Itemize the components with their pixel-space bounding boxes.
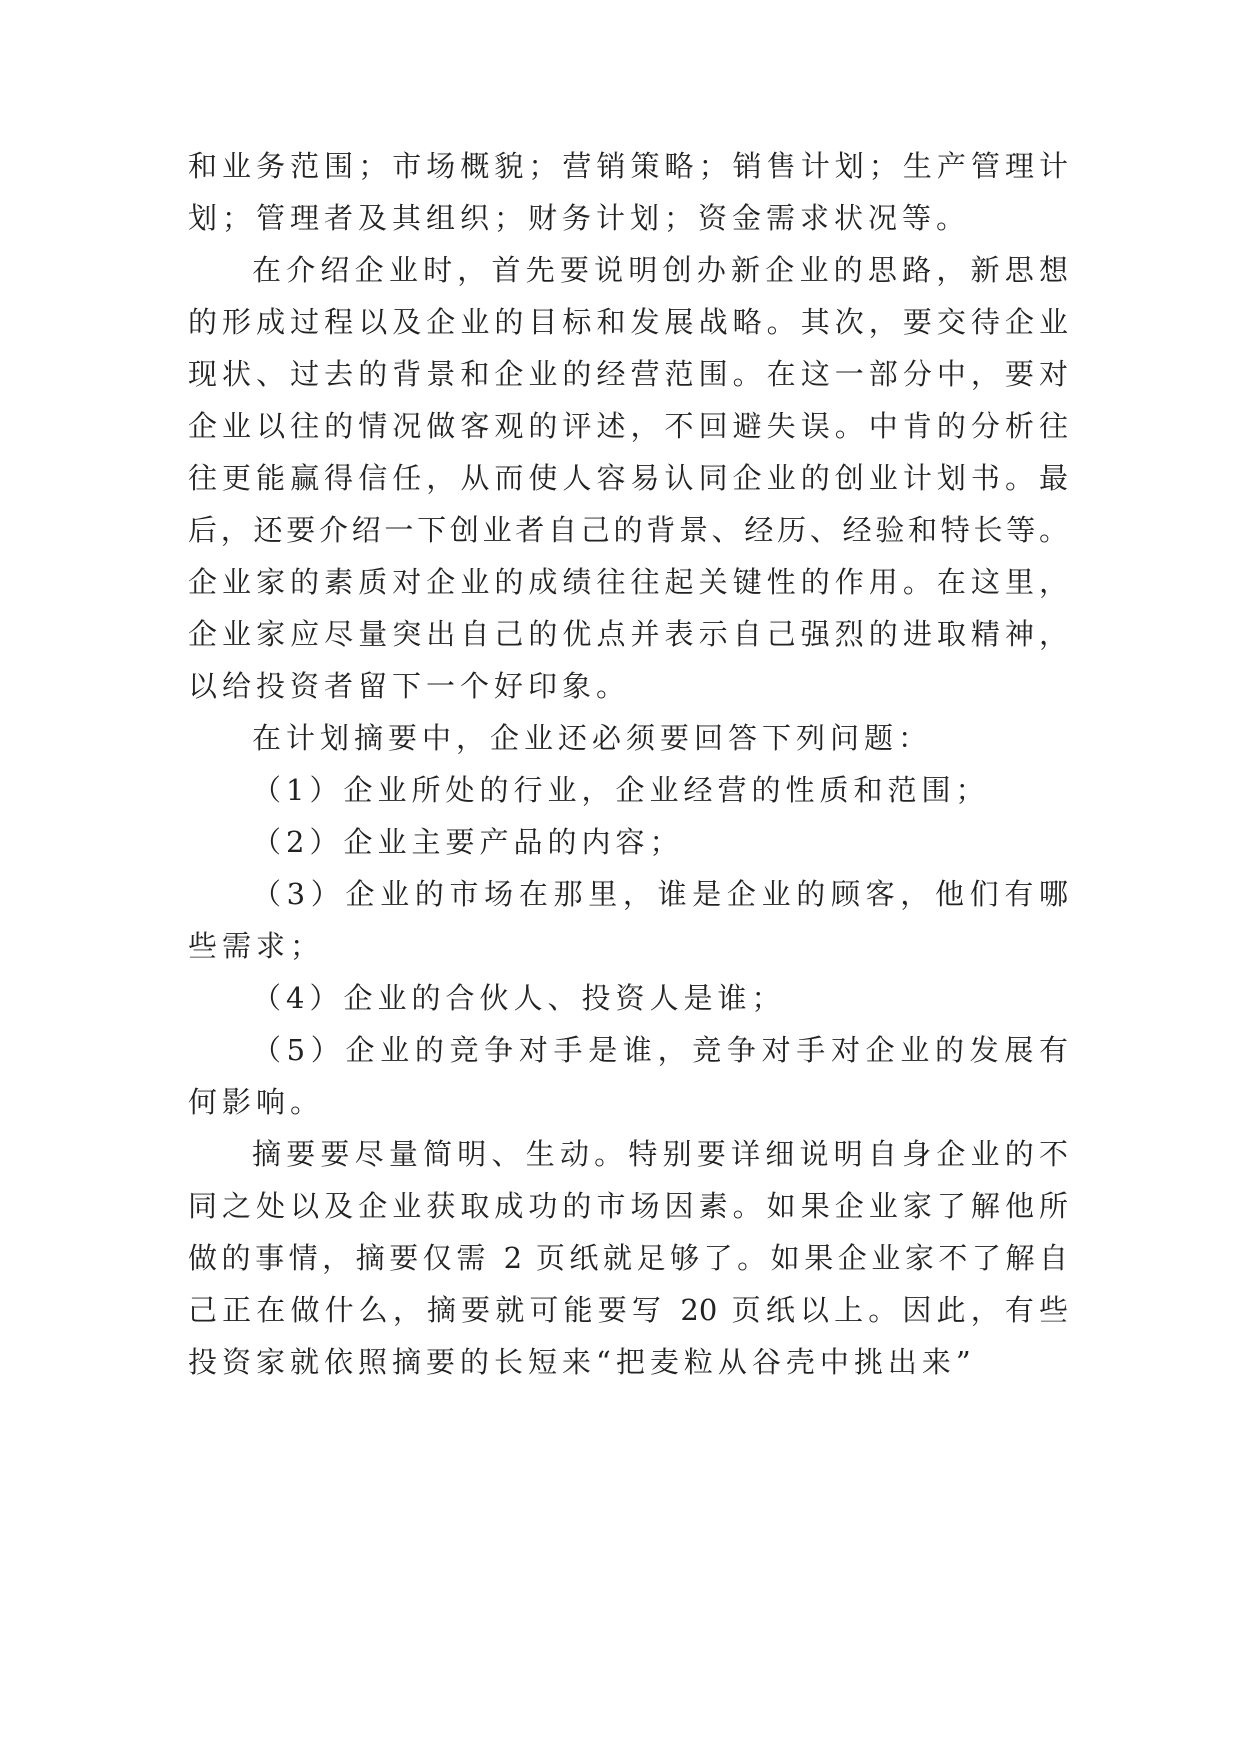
text-line: 企业以往的情况做客观的评述，不回避失误。中肯的分析往 xyxy=(188,409,1068,443)
text-line: 同之处以及企业获取成功的市场因素。如果企业家了解他所 xyxy=(188,1189,1068,1223)
text-line: 以给投资者留下一个好印象。 xyxy=(188,669,631,703)
text-line: 些需求； xyxy=(188,929,325,963)
text-line: 己正在做什么，摘要就可能要写 20 页纸以上。因此，有些 xyxy=(188,1293,1068,1327)
list-item: （1）企业所处的行业，企业经营的性质和范围； xyxy=(252,773,990,807)
paragraph-start-line: 在计划摘要中，企业还必须要回答下列问题： xyxy=(252,721,933,755)
list-item: （3）企业的市场在那里，谁是企业的顾客，他们有哪 xyxy=(252,877,1068,911)
text-line: 企业家应尽量突出自己的优点并表示自己强烈的进取精神， xyxy=(188,617,1068,651)
text-line: 的形成过程以及企业的目标和发展战略。其次，要交待企业 xyxy=(188,305,1068,339)
text-line: 划；管理者及其组织；财务计划；资金需求状况等。 xyxy=(188,201,971,235)
paragraph-start-line: 在介绍企业时，首先要说明创办新企业的思路，新思想 xyxy=(252,253,1068,287)
text-line: 往更能赢得信任，从而使人容易认同企业的创业计划书。最 xyxy=(188,461,1068,495)
list-item: （4）企业的合伙人、投资人是谁； xyxy=(252,981,786,1015)
paragraph-start-line: 摘要要尽量简明、生动。特别要详细说明自身企业的不 xyxy=(252,1137,1068,1171)
text-line: 企业家的素质对企业的成绩往往起关键性的作用。在这里， xyxy=(188,565,1068,599)
text-line: 后，还要介绍一下创业者自己的背景、经历、经验和特长等。 xyxy=(188,513,1068,547)
list-item: （5）企业的竞争对手是谁，竞争对手对企业的发展有 xyxy=(252,1033,1068,1067)
list-item: （2）企业主要产品的内容； xyxy=(252,825,684,859)
text-line: 何影响。 xyxy=(188,1085,325,1119)
text-line: 做的事情，摘要仅需 2 页纸就足够了。如果企业家不了解自 xyxy=(188,1241,1068,1275)
text-line: 现状、过去的背景和企业的经营范围。在这一部分中，要对 xyxy=(188,357,1068,391)
text-line: 和业务范围；市场概貌；营销策略；销售计划；生产管理计 xyxy=(188,149,1068,183)
text-line: 投资家就依照摘要的长短来“把麦粒从谷壳中挑出来” xyxy=(188,1345,976,1379)
